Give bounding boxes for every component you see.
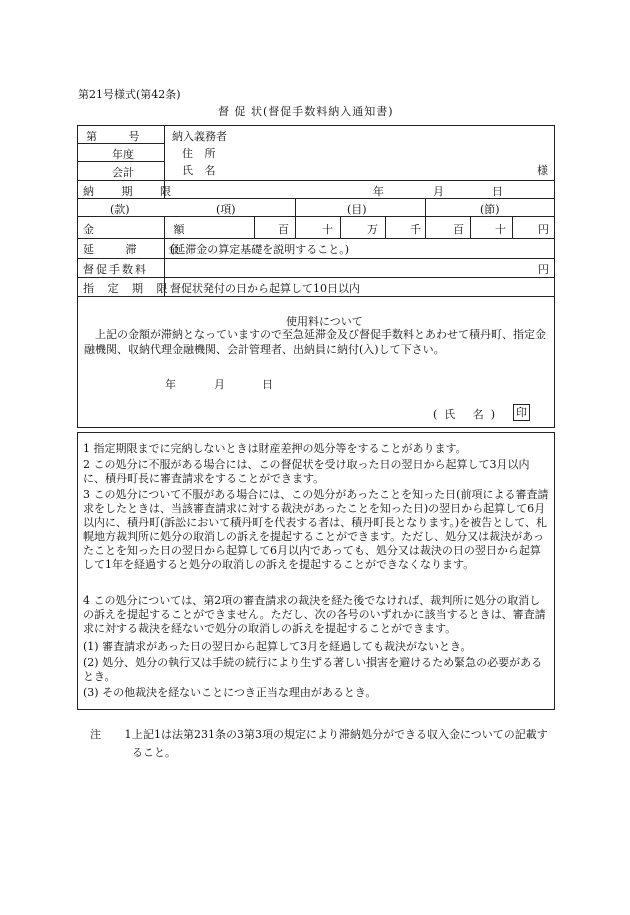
notice-3: 3 この処分について不服がある場合には、この処分があったことを知った日(前項による審査請求をしたときは、当該審査請求に対する裁決があったことを知った日)の翌日から起算して6月以内に、積丹町(訴訟において積丹町を代表する者は、積丹町長となります。)を被告として、札幌地方裁判所に処分の取消しの訴えを提起することができます。ただし、処分又は裁決があったことを知った日の翌日から起算して6月以内であっても、処分又は裁決の日の翌日から起算して1年を経過すると処分の取消しの訴えを提起することができなくなります。 (83, 488, 549, 571)
form-number: 第21号様式(第42条) (78, 88, 181, 101)
notice-1: 1 指定期限までに完納しないときは財産差押の処分等をすることがあります。 (83, 442, 467, 455)
fee-section-heading: 使用料について (286, 315, 363, 328)
no-label: 第 号 (86, 130, 154, 143)
category-moku: (目) (347, 203, 367, 216)
digit-man: 万 (367, 223, 378, 236)
due-label: 指 定 期 限 (83, 282, 173, 295)
category-setsu: (節) (480, 203, 500, 216)
late-fee-label: 延 滞 金 (83, 243, 193, 256)
address-label: 住 所 (182, 147, 220, 160)
fee-date-month: 月 (214, 378, 225, 391)
notice-4-1: (1) 審査請求があった日の翌日から起算して3月を経過しても裁決がないとき。 (83, 640, 472, 653)
fee-section-body: 上記の金額が滞納となっていますので至急延滞金及び督促手数料とあわせて積丹町、指定金融機関、収納代理金融機関、会計管理者、出納員に納付(入)して下さい。 (84, 328, 546, 356)
notice-4-3: (3) その他裁決を経ないことにつき正当な理由があるとき。 (83, 686, 377, 699)
deadline-label: 納 期 限 (83, 185, 183, 198)
seal-name-label: (氏 名) (433, 408, 503, 421)
document-title: 督 促 状(督促手数料納入通知書) (218, 105, 394, 118)
honorific: 様 (537, 164, 548, 177)
deadline-month: 月 (433, 185, 444, 198)
category-kan: (款) (110, 203, 130, 216)
deadline-year: 年 (373, 185, 384, 198)
fee-date-year: 年 (165, 378, 176, 391)
amount-label: 金 額 (83, 223, 223, 236)
fee-unit: 円 (538, 263, 549, 276)
digit-hyaku-2: 百 (453, 223, 464, 236)
obligor-title: 納入義務者 (172, 130, 227, 143)
digit-juu-1: 十 (322, 223, 333, 236)
footnote-label: 注 1 (90, 728, 142, 741)
digit-juu-2: 十 (495, 223, 506, 236)
notices (83, 442, 549, 702)
fee-date-day: 日 (262, 378, 273, 391)
digit-en: 円 (538, 223, 549, 236)
account-label: 会計 (112, 166, 134, 179)
notice-4-2: (2) 処分、処分の執行又は手続の続行により生ずる著しい損害を避けるため緊急の必要があるとき。 (83, 656, 543, 683)
seal-mark: 印 (513, 404, 530, 421)
fee-label: 督促手数料 (83, 263, 148, 276)
notice-2: 2 この処分に不服がある場合には、この督促状を受け取った日の翌日から起算して3月以内に、積丹町長に審査請求をすることができます。 (83, 458, 530, 485)
due-text: 督促状発付の日から起算して10日以内 (170, 282, 360, 295)
category-kou: (項) (216, 203, 236, 216)
digit-hyaku-1: 百 (278, 223, 289, 236)
fiscal-year-label: 年度 (112, 148, 134, 161)
deadline-day: 日 (492, 185, 503, 198)
name-label: 氏 名 (182, 164, 220, 177)
late-fee-text: (延滞金の算定基礎を説明すること。) (170, 243, 350, 256)
footnote-text: 上記1は法第231条の3第3項の規定により滞納処分ができる収入金についての記載すること。 (132, 728, 548, 759)
notice-4: 4 この処分については、第2項の審査請求の裁決を経た後でなければ、裁判所に処分の取消しの訴えを提起することができません。ただし、次の各号のいずれかに該当するときは、審査請求に対する裁決を経ないで処分の取消しの訴えを提起することができます。 (83, 594, 546, 635)
digit-sen: 千 (410, 223, 421, 236)
